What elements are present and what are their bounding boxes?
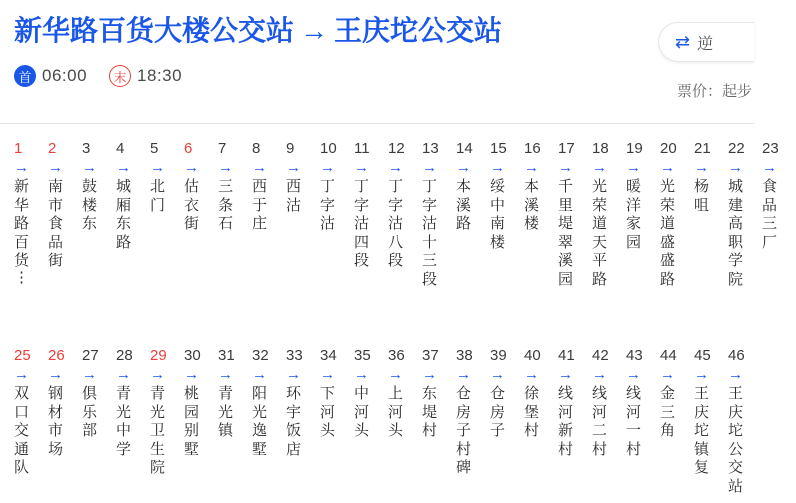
stop-name: 钢材市场	[48, 385, 64, 458]
stop-item[interactable]	[286, 124, 320, 215]
stop-direction-arrow-icon: →	[660, 366, 675, 383]
stop-item[interactable]	[490, 331, 524, 441]
stop-direction-arrow-icon: →	[184, 366, 199, 383]
stop-name: 城厢东路	[116, 178, 132, 251]
stop-number: 20	[660, 140, 677, 157]
stop-direction-arrow-icon: →	[694, 159, 709, 176]
stop-number: 16	[524, 140, 541, 157]
stop-name: 上河头	[388, 385, 404, 439]
stop-direction-arrow-icon: →	[82, 159, 97, 176]
stop-item[interactable]	[184, 331, 218, 459]
stop-direction-arrow-icon: →	[14, 366, 29, 383]
stop-number: 9	[286, 140, 295, 157]
stop-item[interactable]	[762, 124, 796, 252]
stop-number: 26	[48, 347, 65, 364]
stop-direction-arrow-icon: →	[592, 159, 607, 176]
stop-number: 45	[694, 347, 711, 364]
stop-number: 35	[354, 347, 371, 364]
stop-item[interactable]	[48, 331, 82, 459]
stop-name: 本溪路	[456, 178, 472, 232]
stop-number: 30	[184, 347, 201, 364]
stop-direction-arrow-icon: →	[150, 159, 165, 176]
stop-direction-arrow-icon: →	[388, 159, 403, 176]
stop-direction-arrow-icon: →	[354, 159, 369, 176]
stop-direction-arrow-icon: →	[490, 366, 505, 383]
stop-direction-arrow-icon: →	[524, 366, 539, 383]
swap-icon: ⇄	[675, 31, 691, 52]
stop-name: 桃园别墅	[184, 385, 200, 458]
stop-direction-arrow-icon: →	[218, 159, 233, 176]
stop-direction-arrow-icon: →	[14, 159, 29, 176]
stop-number: 38	[456, 347, 473, 364]
stop-item[interactable]	[728, 124, 762, 289]
stop-number: 4	[116, 140, 125, 157]
stop-number: 32	[252, 347, 269, 364]
stop-name: 双口交通队	[14, 385, 30, 476]
stop-item[interactable]	[592, 331, 626, 459]
stop-direction-arrow-icon: →	[592, 366, 607, 383]
stop-number: 37	[422, 347, 439, 364]
stop-number: 7	[218, 140, 227, 157]
stop-item[interactable]	[490, 124, 524, 252]
stop-item[interactable]	[14, 331, 48, 478]
stop-direction-arrow-icon: →	[48, 159, 63, 176]
stop-item[interactable]	[422, 124, 456, 289]
stop-name: 金三角	[660, 385, 676, 439]
stop-direction-arrow-icon: →	[252, 366, 267, 383]
stop-item[interactable]	[524, 331, 558, 441]
page-title	[14, 14, 754, 48]
stop-name: 食品三厂	[762, 178, 778, 251]
stop-name: 光荣道天平路	[592, 178, 608, 288]
stop-number: 29	[150, 347, 167, 364]
stop-direction-arrow-icon: →	[626, 159, 641, 176]
stop-name: 东堤村	[422, 385, 438, 439]
stop-direction-arrow-icon: →	[116, 366, 131, 383]
stop-item[interactable]	[558, 331, 592, 459]
stop-name: 杨咀	[694, 178, 710, 214]
stop-direction-arrow-icon: →	[490, 159, 505, 176]
stop-number: 1	[14, 140, 23, 157]
stop-name: 南市食品街	[48, 178, 64, 269]
stop-name: 青光卫生院	[150, 385, 166, 476]
fare-info: 票价：起步	[676, 83, 752, 100]
stop-item[interactable]	[592, 124, 626, 289]
stop-name: 暖洋家园	[626, 178, 642, 251]
stop-number: 36	[388, 347, 405, 364]
stop-number: 34	[320, 347, 337, 364]
stop-direction-arrow-icon: →	[728, 366, 743, 383]
stop-name: 王庆坨公交站	[728, 385, 744, 495]
stop-item[interactable]	[48, 124, 82, 271]
stop-item[interactable]	[150, 331, 184, 478]
stop-number: 18	[592, 140, 609, 157]
stop-item[interactable]	[626, 124, 660, 252]
stop-more-dots: ⋮	[14, 268, 29, 286]
stop-number: 13	[422, 140, 439, 157]
stop-number: 40	[524, 347, 541, 364]
stop-name: 鼓楼东	[82, 178, 98, 232]
stop-name: 北门	[150, 178, 166, 214]
stop-name: 徐堡村	[524, 385, 540, 439]
stop-name: 下河头	[320, 385, 336, 439]
stop-name: 丁字沽八段	[388, 178, 404, 269]
stop-number: 8	[252, 140, 261, 157]
stop-number: 2	[48, 140, 57, 157]
route-destination: 王庆坨公交站	[334, 15, 503, 46]
stop-item[interactable]	[728, 331, 762, 496]
stops-row-1	[14, 124, 779, 331]
stop-item[interactable]	[626, 331, 660, 459]
stop-name: 丁字沽十三段	[422, 178, 438, 288]
stop-name: 俱乐部	[82, 385, 98, 439]
stop-direction-arrow-icon: →	[524, 159, 539, 176]
stop-item[interactable]	[354, 124, 388, 271]
stop-name: 千里堤翠溪园	[558, 178, 574, 288]
stop-item[interactable]	[558, 124, 592, 289]
stop-direction-arrow-icon: →	[150, 366, 165, 383]
stop-number: 28	[116, 347, 133, 364]
stop-name: 线河二村	[592, 385, 608, 458]
stop-direction-arrow-icon: →	[388, 366, 403, 383]
stop-name: 西沽	[286, 178, 302, 214]
stop-number: 39	[490, 347, 507, 364]
stop-direction-arrow-icon: →	[422, 366, 437, 383]
stop-number: 23	[762, 140, 779, 157]
stop-direction-arrow-icon: →	[218, 366, 233, 383]
stop-direction-arrow-icon: →	[558, 159, 573, 176]
stop-name: 线河一村	[626, 385, 642, 458]
stop-number: 11	[354, 140, 370, 157]
stop-direction-arrow-icon: →	[422, 159, 437, 176]
stop-direction-arrow-icon: →	[116, 159, 131, 176]
stop-item[interactable]	[320, 124, 354, 234]
stop-name: 本溪楼	[524, 178, 540, 232]
stop-name: 丁字沽	[320, 178, 336, 232]
stop-direction-arrow-icon: →	[286, 366, 301, 383]
stop-item[interactable]	[184, 124, 218, 234]
stop-number: 3	[82, 140, 91, 157]
stop-number: 5	[150, 140, 159, 157]
stop-number: 15	[490, 140, 507, 157]
stop-number: 17	[558, 140, 575, 157]
stop-number: 43	[626, 347, 643, 364]
stop-item[interactable]	[252, 124, 286, 234]
stop-name: 西于庄	[252, 178, 268, 232]
stop-name: 环宇饭店	[286, 385, 302, 458]
stop-direction-arrow-icon: →	[320, 366, 335, 383]
stop-item[interactable]	[320, 331, 354, 441]
stop-item[interactable]	[82, 331, 116, 441]
stop-item[interactable]	[252, 331, 286, 459]
stop-name: 估衣街	[184, 178, 200, 232]
stop-item[interactable]	[218, 124, 252, 234]
first-bus-time: 06:00	[42, 66, 88, 85]
stop-item[interactable]	[694, 331, 728, 478]
stop-name: 丁字沽四段	[354, 178, 370, 269]
stop-item[interactable]	[286, 331, 320, 459]
stop-item[interactable]	[660, 331, 694, 441]
stop-direction-arrow-icon: →	[320, 159, 335, 176]
stop-item[interactable]	[82, 124, 116, 234]
stop-item[interactable]	[150, 124, 184, 215]
last-bus-badge: 末	[109, 65, 131, 87]
stop-item[interactable]	[524, 124, 558, 234]
stop-number: 44	[660, 347, 677, 364]
stop-direction-arrow-icon: →	[82, 366, 97, 383]
stop-item[interactable]	[660, 124, 694, 289]
stop-name: 仓房子村碑	[456, 385, 472, 476]
stop-number: 27	[82, 347, 99, 364]
stop-item[interactable]	[388, 331, 422, 441]
stop-direction-arrow-icon: →	[184, 159, 199, 176]
stop-number: 10	[320, 140, 337, 157]
stop-number: 42	[592, 347, 609, 364]
stop-direction-arrow-icon: →	[456, 366, 471, 383]
stop-direction-arrow-icon: →	[286, 159, 301, 176]
stop-direction-arrow-icon: →	[48, 366, 63, 383]
stop-direction-arrow-icon: →	[762, 159, 777, 176]
stop-direction-arrow-icon: →	[728, 159, 743, 176]
stop-item[interactable]	[422, 331, 456, 441]
stop-name: 线河新村	[558, 385, 574, 458]
reverse-direction-button[interactable]	[658, 22, 754, 62]
stop-name: 新华路百货	[14, 178, 30, 269]
stop-direction-arrow-icon: →	[660, 159, 675, 176]
stop-direction-arrow-icon: →	[456, 159, 471, 176]
stop-direction-arrow-icon: →	[558, 366, 573, 383]
stop-item[interactable]	[354, 331, 388, 441]
stop-name: 王庆坨镇复	[694, 385, 710, 476]
stop-direction-arrow-icon: →	[626, 366, 641, 383]
stop-item[interactable]	[388, 124, 422, 271]
stop-name: 青光中学	[116, 385, 132, 458]
stop-number: 22	[728, 140, 745, 157]
stop-name: 仓房子	[490, 385, 506, 439]
stop-number: 31	[218, 347, 235, 364]
stop-name: 阳光逸墅	[252, 385, 268, 458]
stop-number: 12	[388, 140, 405, 157]
service-hours	[14, 64, 754, 88]
stop-name: 绥中南楼	[490, 178, 506, 251]
stops-row-2	[14, 331, 754, 503]
stop-number: 33	[286, 347, 303, 364]
stop-name: 青光镇	[218, 385, 234, 439]
stop-name: 中河头	[354, 385, 370, 439]
reverse-direction-label: 逆	[697, 35, 714, 53]
stop-number: 6	[184, 140, 193, 157]
stop-item[interactable]	[694, 124, 728, 215]
first-bus-badge: 首	[14, 65, 36, 87]
stop-direction-arrow-icon: →	[354, 366, 369, 383]
last-bus-time: 18:30	[137, 66, 183, 85]
stop-number: 46	[728, 347, 745, 364]
stops-container	[0, 124, 779, 503]
route-header	[0, 0, 754, 124]
stop-name: 三条石	[218, 178, 234, 232]
stop-number: 41	[558, 347, 575, 364]
stop-direction-arrow-icon: →	[252, 159, 267, 176]
stop-item[interactable]	[456, 124, 490, 234]
stop-number: 25	[14, 347, 31, 364]
route-origin: 新华路百货大楼公交站	[14, 15, 295, 46]
route-arrow-icon: →	[300, 15, 329, 46]
stop-name: 光荣道盛盛路	[660, 178, 676, 288]
stop-item[interactable]	[14, 124, 48, 284]
stop-item[interactable]	[456, 331, 490, 478]
stop-item[interactable]	[218, 331, 252, 441]
stop-number: 19	[626, 140, 643, 157]
stop-item[interactable]	[116, 331, 150, 459]
stop-item[interactable]	[116, 124, 150, 252]
stop-number: 21	[694, 140, 711, 157]
stop-direction-arrow-icon: →	[694, 366, 709, 383]
stop-name: 城建高职学院	[728, 178, 744, 288]
stop-number: 14	[456, 140, 473, 157]
